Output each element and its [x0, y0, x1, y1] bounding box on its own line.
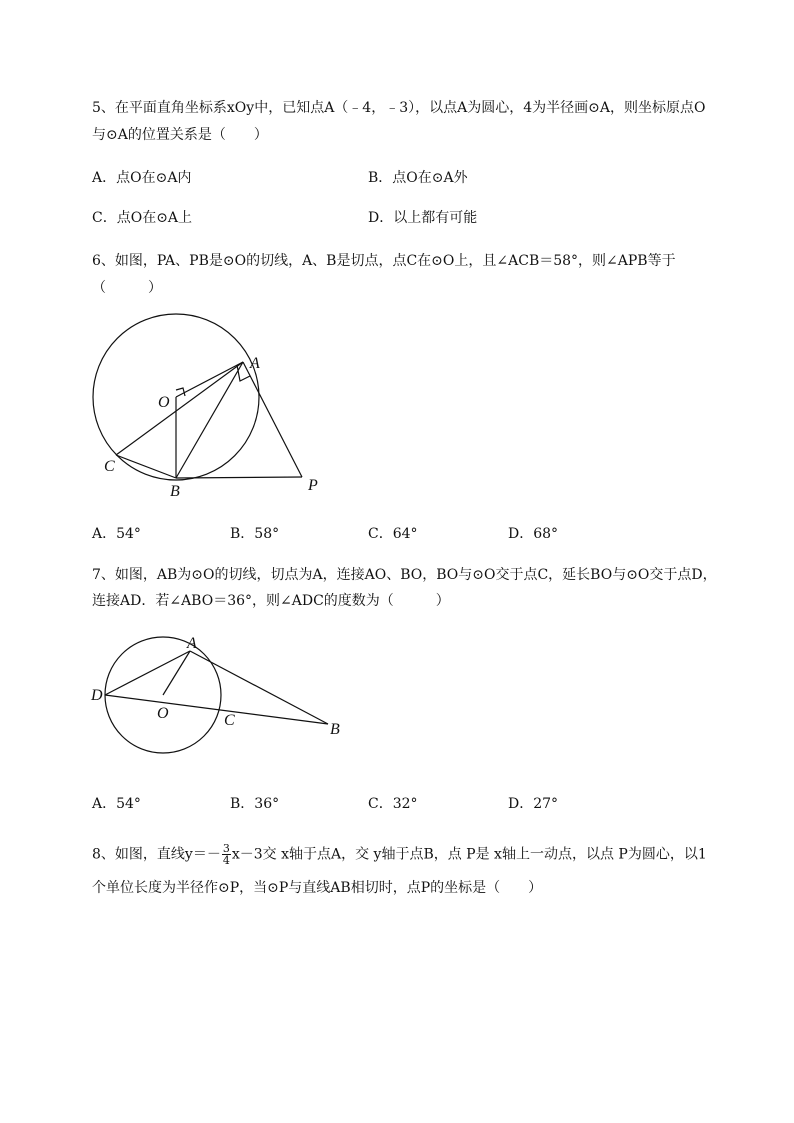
q7-label-b: B [330, 721, 340, 738]
q7-option-b: B．36° [230, 796, 280, 812]
q7-option-a: A．54° [92, 796, 141, 812]
q7-segment-db [105, 695, 328, 724]
q6-option-a: A．54° [92, 526, 141, 542]
q7-option-d: D．27° [508, 796, 559, 812]
q6-tangent-figure [88, 310, 338, 505]
q7-label-d: D [91, 687, 103, 704]
q7-stem-line2: 连接AD．若∠ABO＝36°，则∠ADC的度数为（ ） [92, 593, 450, 609]
q5-stem-line2: 与⊙A的位置关系是（ ） [92, 127, 268, 143]
q6-segment-bp [176, 477, 302, 478]
q6-label-b: B [170, 483, 180, 500]
q7-tangent-figure [88, 630, 348, 765]
q6-label-o: O [158, 394, 170, 411]
q6-segment-ap [243, 362, 302, 477]
q7-segment-da [105, 651, 190, 695]
q6-label-a: A [250, 355, 260, 372]
q8-stem-line2: 个单位长度为半径作⊙P，当⊙P与直线AB相切时，点P的坐标是（ ） [92, 880, 543, 896]
q7-label-a: A [187, 635, 197, 652]
q8-fraction-denominator: 4 [222, 854, 230, 867]
q5-option-c: C．点O在⊙A上 [92, 210, 193, 226]
q7-option-c: C．32° [368, 796, 418, 812]
q7-label-c: C [224, 712, 235, 729]
q5-option-a: A．点O在⊙A内 [92, 170, 192, 186]
q8-stem-line1 [92, 843, 707, 866]
q7-stem-line1: 7、如图，AB为⊙O的切线，切点为A，连接AO、BO，BO与⊙O交于点C，延长BO与⊙O交于点D， [92, 567, 717, 583]
q8-stem-prefix: 8、如图，直线y＝－ [92, 846, 221, 863]
q8-stem-suffix: x－3交 x轴于点A，交 y轴于点B，点 P是 x轴上一动点，以点 P为圆心，以1 [231, 846, 707, 863]
q5-stem-line1: 5、在平面直角坐标系xOy中，已知点A（﹣4，﹣3），以点A为圆心，4为半径画⊙A，则坐标原点O [92, 100, 706, 116]
q5-option-b: B．点O在⊙A外 [368, 170, 468, 186]
q6-label-p: P [308, 477, 318, 494]
q5-option-d: D．以上都有可能 [368, 210, 478, 226]
q8-fraction-numerator: 3 [222, 842, 230, 855]
q6-stem-line2: （ ） [92, 280, 162, 296]
q6-segment-ca [116, 362, 243, 455]
q7-segment-ab [190, 651, 328, 724]
q6-label-c: C [104, 458, 115, 475]
q6-option-c: C．64° [368, 526, 418, 542]
q6-option-d: D．68° [508, 526, 559, 542]
q7-label-o: O [157, 705, 169, 722]
q8-fraction [222, 843, 231, 866]
q6-stem-line1: 6、如图，PA、PB是⊙O的切线，A、B是切点，点C在⊙O上，且∠ACB＝58°，则∠APB等于 [92, 253, 676, 269]
q6-option-b: B．58° [230, 526, 280, 542]
